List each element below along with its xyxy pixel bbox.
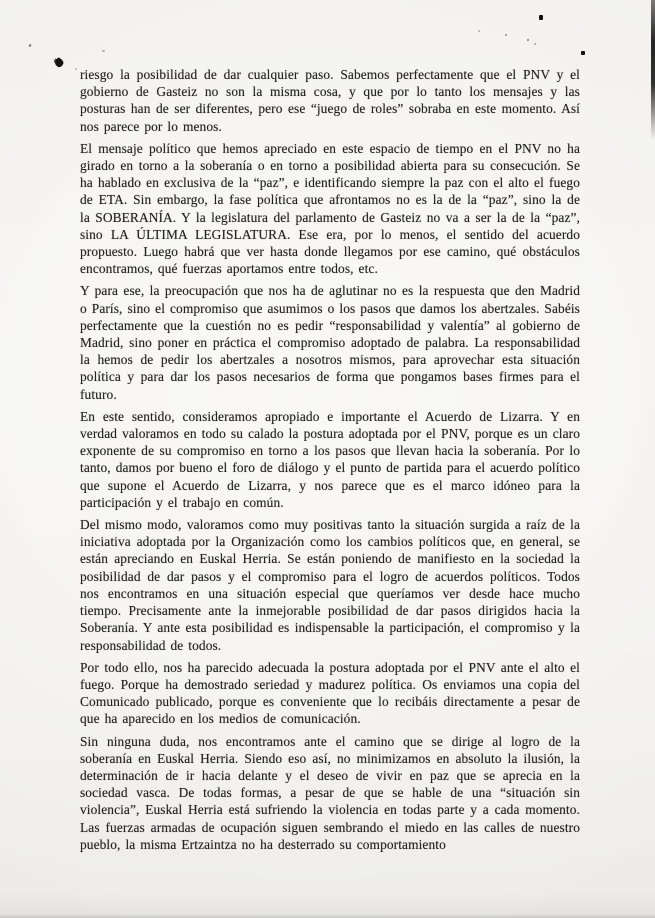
scan-speck: [539, 15, 543, 20]
scan-edge-artifact: [651, 0, 655, 140]
scan-speck: [534, 43, 536, 45]
paragraph: Del mismo modo, valoramos como muy positivas tanto la situación surgida a raíz de la iniciativa adoptada por la Organización como los cambios políticos que, en general, se están apreciando en Euskal Herria. Se están poniendo de manifiesto en la sociedad la posibilidad de dar pasos y el compromiso para el logro de acuerdos políticos. Todos nos encontramos en una situación especial que queríamos ver desde hace mucho tiempo. Precisamente ante la inmejorable posibilidad de dar pasos dirigidos hacia la Soberanía. Y ante esta posibilidad es indispensable la participación, el compromiso y la responsabilidad de todos.: [80, 517, 580, 653]
scan-speck: [102, 50, 105, 52]
paragraph: El mensaje político que hemos apreciado en este espacio de tiempo en el PNV no ha girado en torno a la soberanía o en torno a posibilidad abierta para su consecución. Se ha hablado en exclusiva de la “paz”, e identificando siempre la paz con el alto el fuego de ETA. Sin embargo, la fase política que afrontamos no es la de la “paz”, sino la de la SOBERANÍA. Y la legislatura del parlamento de Gasteiz no va a ser la de la “paz”, sino LA ÚLTIMA LEGISLATURA. Ese era, por lo menos, el sentido del acuerdo propuesto. Luego habrá que ver hasta donde llegamos por ese camino, qué obstáculos encontramos, qué fuerzas aportamos entre todos, etc.: [80, 140, 580, 277]
paragraph: Y para ese, la preocupación que nos ha de aglutinar no es la respuesta que den Madrid o París, sino el compromiso que asumimos o los pasos que damos los abertzales. Sabéis perfectamente que la cuestión no es pedir “responsabilidad y valentía” al gobierno de Madrid, sino poner en práctica el compromiso adoptado de palabra. La responsabilidad la hemos de pedir los abertzales a nosotros mismos, para aprovechar esta situación política y para dar los pasos necesarios de forma que pongamos bases firmes para el futuro.: [80, 283, 580, 402]
paragraph: Por todo ello, nos ha parecido adecuada la postura adoptada por el PNV ante el alto el fuego. Porque ha demostrado seriedad y madurez política. Os enviamos una copia del Comunicado publicado, porque es conveniente que lo recibáis directamente a pesar de que ha aparecido en los medios de comunicación.: [80, 659, 580, 727]
paragraph: Sin ninguna duda, nos encontramos ante el camino que se dirige al logro de la soberanía en Euskal Herria. Siendo eso así, no minimizamos en absoluto la ilusión, la determinación de ir hacia delante y el deseo de vivir en paz que se aprecia en la sociedad vasca. De todas formas, a pesar de que se hable de una “situación sin violencia”, Euskal Herria está sufriendo la violencia en todas parte y a cada momento. Las fuerzas armadas de ocupación siguen sembrando el miedo en las calles de nuestro pueblo, la misma Ertzaintza no ha desterrado su comportamiento: [80, 733, 580, 852]
paragraph: riesgo la posibilidad de dar cualquier paso. Sabemos perfectamente que el PNV y el gobierno de Gasteiz no son la misma cosa, y que por lo tanto los mensajes y las posturas han de ser diferentes, pero ese “juego de roles” sobraba en este momento. Así nos parece por lo menos.: [80, 67, 580, 134]
scan-speck: [527, 39, 529, 41]
scan-speck: [581, 51, 585, 55]
scan-speck: [75, 68, 77, 70]
scan-edge-shade: [0, 914, 655, 918]
scan-speck: [505, 34, 507, 36]
letter-body: [80, 66, 580, 858]
scan-speck: [28, 44, 31, 48]
ink-blot-artifact: [53, 57, 65, 69]
paragraph: En este sentido, consideramos apropiado e importante el Acuerdo de Lizarra. Y en verdad valoramos en todo su calado la postura adoptada por el PNV, porque es un claro exponente de su compromiso en torno a los pasos que llevan hacia la soberanía. Por lo tanto, damos por bueno el foro de diálogo y el punto de partida para el acuerdo político que supone el Acuerdo de Lizarra, y nos parece que es el marco idóneo para la participación y el trabajo en común.: [80, 408, 580, 510]
scan-speck: [478, 30, 480, 32]
